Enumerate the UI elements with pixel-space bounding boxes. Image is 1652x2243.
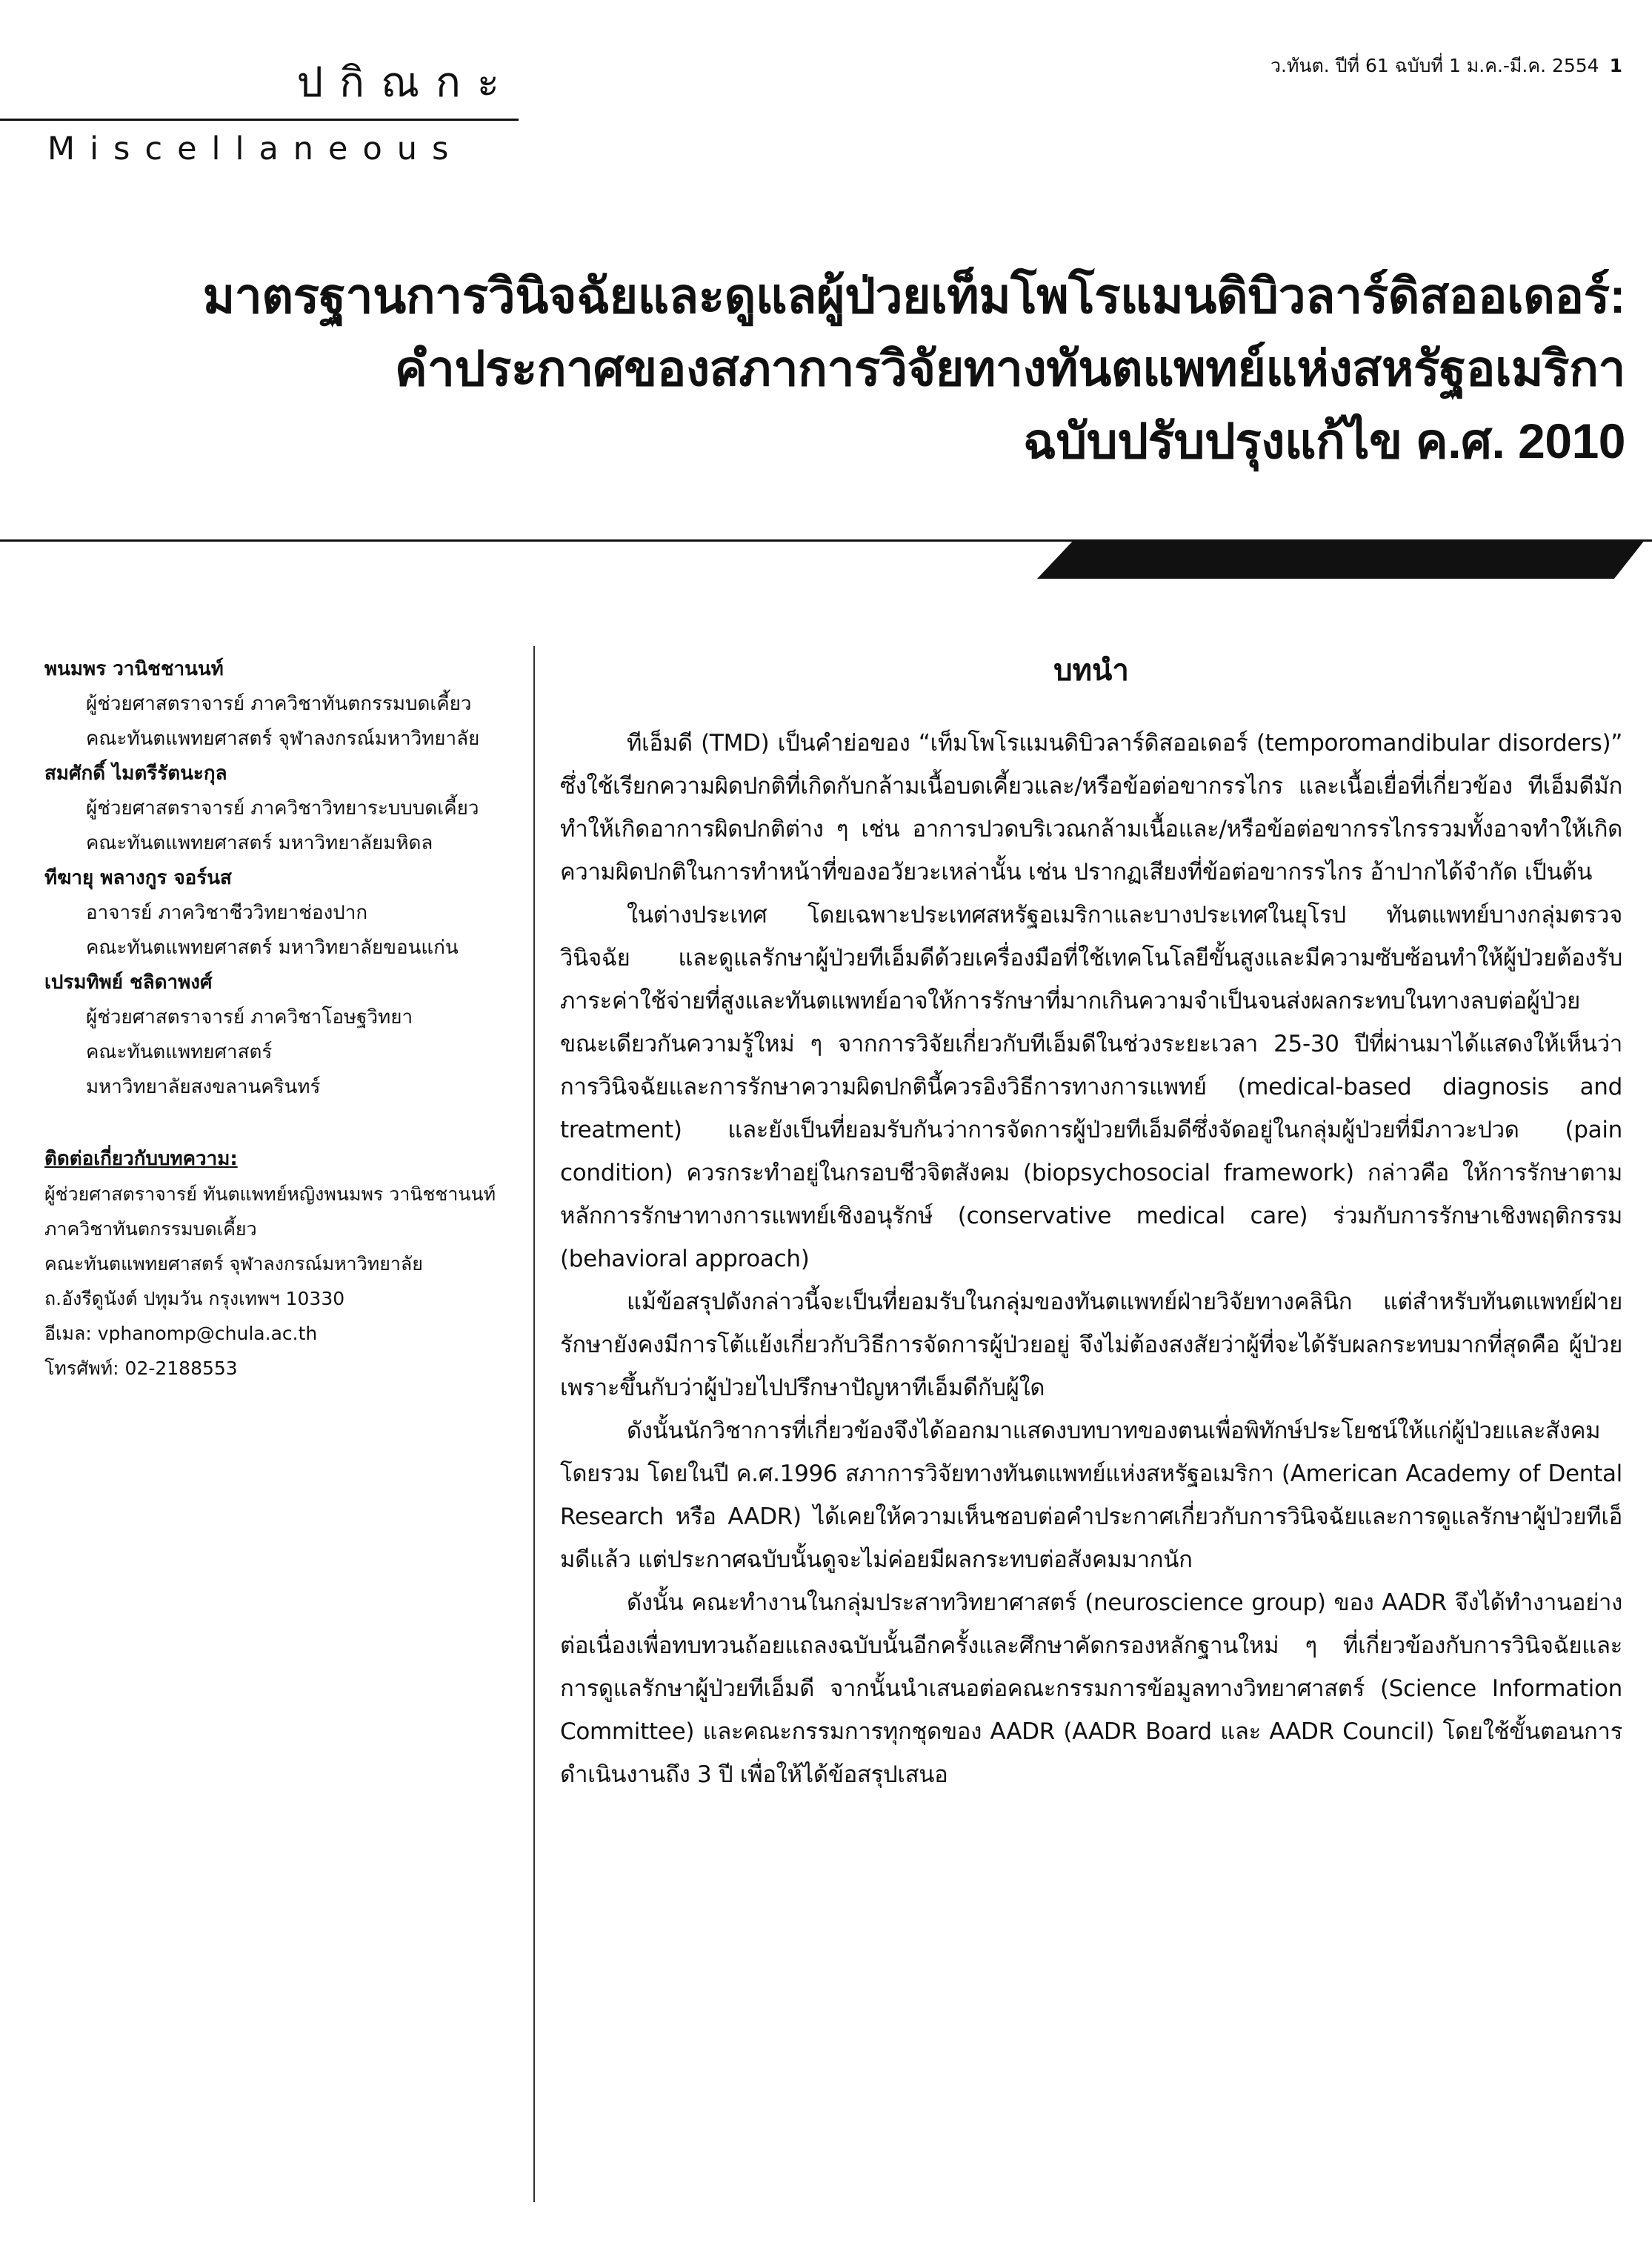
body-paragraph: ดังนั้น คณะทำงานในกลุ่มประสาทวิทยาศาสตร์ (neuroscience group) ของ AADR จึงได้ทำงานอย่างต่อเนื่องเพื่อทบทวนถ้อยแถลงฉบับนั้นอีกครั้งและศึกษาคัดกรองหลักฐานใหม่ ๆ ที่เกี่ยวข้องกับการวินิจฉัยและการดูแลรักษาผู้ป่วยทีเอ็มดี จากนั้นนำเสนอต่อคณะกรรมการข้อมูลทางวิทยาศาสตร์ (Science Information Committee) และคณะกรรมการทุกชุดของ AADR (AADR Board และ AADR Council) โดยใช้ขั้นตอนการดำเนินงานถึง 3 ปี เพื่อให้ได้ข้อสรุปเสนอ bbox=[560, 1589, 1622, 1788]
author-block bbox=[44, 757, 533, 861]
author-affiliation: มหาวิทยาลัยสงขลานครินทร์ bbox=[86, 1076, 321, 1098]
author-affiliation: ผู้ช่วยศาสตราจารย์ ภาควิชาโอษฐวิทยา bbox=[86, 1006, 413, 1029]
author-name: สมศักดิ์ ไมตรีรัตนะกุล bbox=[44, 762, 227, 785]
contact-address: ถ.อังรีดูนังต์ ปทุมวัน กรุงเทพฯ 10330 bbox=[44, 1288, 345, 1309]
body-paragraph: แม้ข้อสรุปดังกล่าวนี้จะเป็นที่ยอมรับในกลุ่มของทันตแพทย์ฝ่ายวิจัยทางคลินิก แต่สำหรับทันตแพทย์ฝ่ายรักษายังคงมีการโต้แย้งเกี่ยวกับวิธีการจัดการผู้ป่วยอยู่ จึงไม่ต้องสงสัยว่าผู้ที่จะได้รับผลกระทบมากที่สุดคือ ผู้ป่วยเพราะขึ้นกับว่าผู้ป่วยไปปรึกษาปัญหาทีเอ็มดีกับผู้ใด bbox=[560, 1289, 1622, 1401]
journal-reference bbox=[1270, 53, 1622, 79]
journal-citation: ว.ทันต. ปีที่ 61 ฉบับที่ 1 ม.ค.-มี.ค. 2554 bbox=[1270, 55, 1599, 76]
article-title bbox=[107, 259, 1625, 477]
author-block bbox=[44, 652, 533, 757]
title-rule-wedge bbox=[1037, 540, 1645, 579]
body-paragraph: ทีเอ็มดี (TMD) เป็นคำย่อของ “เท็มโพโรแมนดิบิวลาร์ดิสออเดอร์ (temporomandibular disorders)” ซึ่งใช้เรียกความผิดปกติที่เกิดกับกล้ามเนื้อบดเคี้ยวและ/หรือข้อต่อขากรรไกร และเนื้อเยื่อที่เกี่ยวข้อง ทีเอ็มดีมักทำให้เกิดอาการผิดปกติต่าง ๆ เช่น อาการปวดบริเวณกล้ามเนื้อและ/หรือข้อต่อขากรรไกรรวมทั้งอาจทำให้เกิดความผิดปกติในการทำหน้าที่ของอวัยวะเหล่านั้น เช่น ปรากฏเสียงที่ข้อต่อขากรรไกร อ้าปากได้จำกัด เป็นต้น bbox=[560, 730, 1622, 885]
section-heading-introduction: บทนำ bbox=[1053, 654, 1129, 688]
main-column bbox=[560, 652, 1622, 1796]
section-title-english: Miscellaneous bbox=[47, 130, 464, 167]
author-block bbox=[44, 966, 533, 1105]
author-affiliation: คณะทันตแพทยศาสตร์ มหาวิทยาลัยมหิดล bbox=[86, 832, 433, 854]
column-divider bbox=[533, 646, 535, 2202]
body-paragraph: ในต่างประเทศ โดยเฉพาะประเทศสหรัฐอเมริกาและบางประเทศในยุโรป ทันตแพทย์บางกลุ่มตรวจ วินิจฉัย และดูแลรักษาผู้ป่วยทีเอ็มดีด้วยเครื่องมือที่ใช้เทคโนโลยีขั้นสูงและมีความซับซ้อนทำให้ผู้ป่วยต้องรับภาระค่าใช้จ่ายที่สูงและทันตแพทย์อาจให้การรักษาที่มากเกินความจำเป็นจนส่งผลกระทบในทางลบต่อผู้ป่วย ขณะเดียวกันความรู้ใหม่ ๆ จากการวิจัยเกี่ยวกับทีเอ็มดีในช่วงระยะเวลา 25-30 ปีที่ผ่านมาได้แสดงให้เห็นว่า การวินิจฉัยและการรักษาความผิดปกตินี้ควรอิงวิธีการทางการแพทย์ (medical-based diagnosis and treatment) และยังเป็นที่ยอมรับกันว่าการจัดการผู้ป่วยทีเอ็มดีซึ่งจัดอยู่ในกลุ่มผู้ป่วยที่มีภาวะปวด (pain condition) ควรกระทำอยู่ในกรอบชีวจิตสังคม (biopsychosocial framework) กล่าวคือ ให้การรักษาตามหลักการรักษาทางการแพทย์เชิงอนุรักษ์ (conservative medical care) ร่วมกับการรักษาเชิงพฤติกรรม (behavioral approach) bbox=[560, 902, 1622, 1272]
section-title-thai: ปกิณกะ bbox=[296, 59, 516, 107]
contact-department: ภาควิชาทันตกรรมบดเคี้ยว bbox=[44, 1218, 257, 1240]
author-affiliation: คณะทันตแพทยศาสตร์ จุฬาลงกรณ์มหาวิทยาลัย bbox=[86, 728, 480, 750]
contact-block bbox=[44, 1142, 533, 1386]
contact-email: อีเมล: vphanomp@chula.ac.th bbox=[44, 1323, 318, 1344]
author-affiliation: ผู้ช่วยศาสตราจารย์ ภาควิชาวิทยาระบบบดเคี้ยว bbox=[86, 797, 479, 820]
title-line-1: มาตรฐานการวินิจฉัยและดูแลผู้ป่วยเท็มโพโรแมนดิบิวลาร์ดิสออเดอร์: bbox=[202, 268, 1625, 323]
section-underline bbox=[0, 119, 519, 121]
author-name: ทีฆายุ พลางกูร จอร์นส bbox=[44, 867, 232, 889]
title-line-2: คำประกาศของสภาการวิจัยทางทันตแพทย์แห่งสหรัฐอเมริกา bbox=[394, 341, 1625, 396]
contact-name: ผู้ช่วยศาสตราจารย์ ทันตแพทย์หญิงพนมพร วานิชชานนท์ bbox=[44, 1183, 496, 1205]
contact-phone: โทรศัพท์: 02-2188553 bbox=[44, 1358, 238, 1379]
title-line-3: ฉบับปรับปรุงแก้ไข ค.ศ. 2010 bbox=[1022, 413, 1625, 468]
author-block bbox=[44, 861, 533, 966]
author-sidebar bbox=[44, 652, 533, 1386]
body-paragraph: ดังนั้นนักวิชาการที่เกี่ยวข้องจึงได้ออกมาแสดงบทบาทของตนเพื่อพิทักษ์ประโยชน์ให้แก่ผู้ป่วยและสังคมโดยรวม โดยในปี ค.ศ.1996 สภาการวิจัยทางทันตแพทย์แห่งสหรัฐอเมริกา (American Academy of Dental Research หรือ AADR) ได้เคยให้ความเห็นชอบต่อคำประกาศเกี่ยวกับการวินิจฉัยและการดูแลรักษาผู้ป่วยทีเอ็มดีแล้ว แต่ประกาศฉบับนั้นดูจะไม่ค่อยมีผลกระทบต่อสังคมมากนัก bbox=[560, 1418, 1622, 1573]
author-affiliation: ผู้ช่วยศาสตราจารย์ ภาควิชาทันตกรรมบดเคี้ยว bbox=[86, 693, 472, 715]
contact-heading: ติดต่อเกี่ยวกับบทความ: bbox=[44, 1148, 238, 1170]
page-number: 1 bbox=[1609, 55, 1622, 76]
author-affiliation: คณะทันตแพทยศาสตร์ bbox=[86, 1041, 273, 1063]
author-affiliation: อาจารย์ ภาควิชาชีววิทยาช่องปาก bbox=[86, 902, 368, 924]
author-name: เปรมทิพย์ ชลิดาพงศ์ bbox=[44, 971, 213, 994]
author-name: พนมพร วานิชชานนท์ bbox=[44, 658, 224, 680]
author-affiliation: คณะทันตแพทยศาสตร์ มหาวิทยาลัยขอนแก่น bbox=[86, 937, 459, 959]
contact-faculty: คณะทันตแพทยศาสตร์ จุฬาลงกรณ์มหาวิทยาลัย bbox=[44, 1253, 423, 1275]
